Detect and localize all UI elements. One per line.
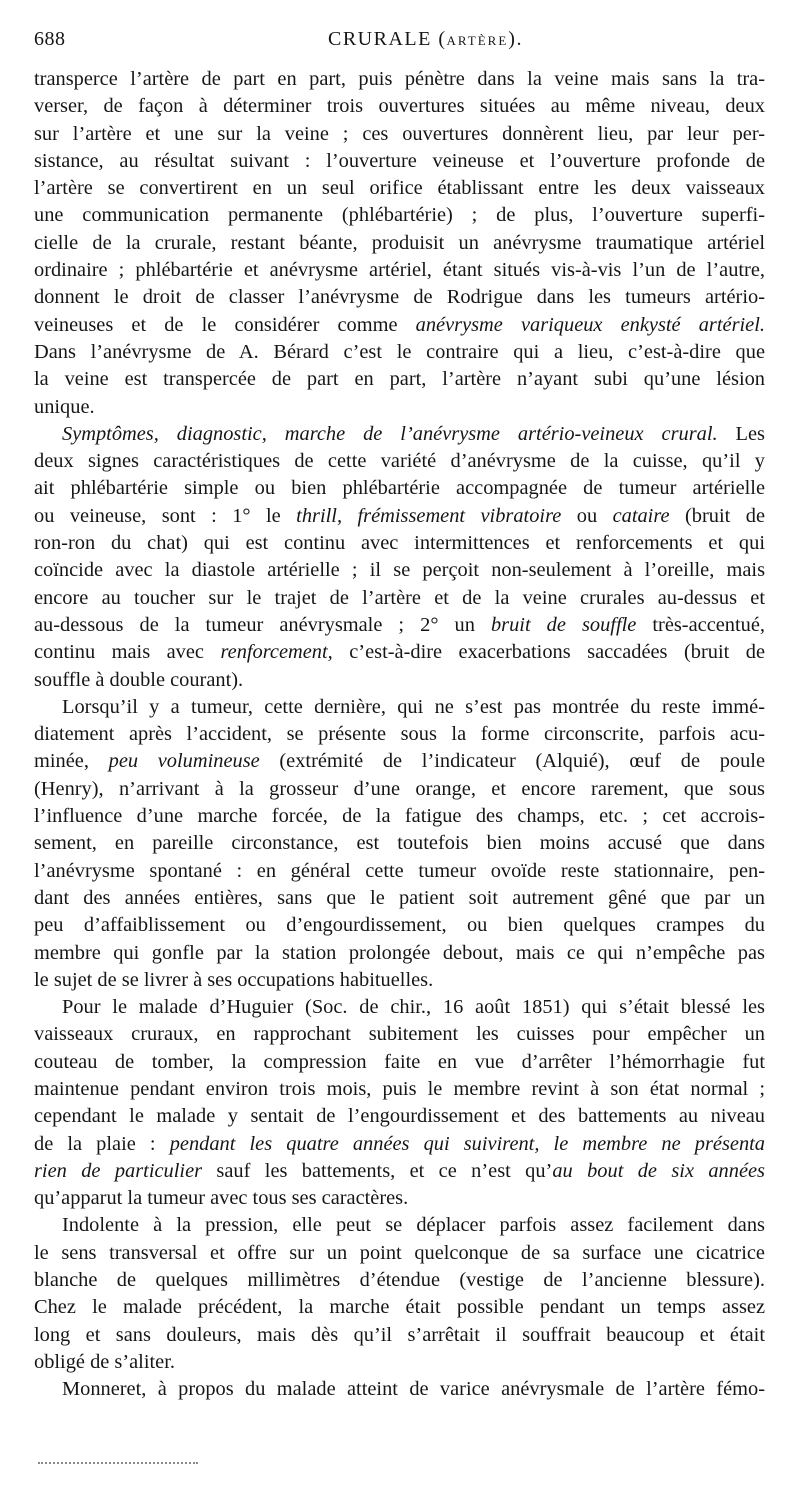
text-line <box>34 694 765 721</box>
text-line <box>34 394 765 421</box>
italic-run: pendant les quatre années qui suivirent, le membre ne présenta <box>169 1132 765 1155</box>
text-line <box>34 257 765 284</box>
text-run: ordinaire ; phlébartérie et anévrysme artériel, étant situés vis-à-vis l’un de l’autre, <box>34 259 765 282</box>
text-line <box>34 940 765 967</box>
text-run: le sens transversal et offre sur un point quelconque de sa surface une cicatrice <box>34 1241 765 1264</box>
text-line <box>34 639 765 666</box>
text-run: Monneret, à propos du malade atteint de varice anévrysmale de l’artère fémo- <box>62 1378 765 1401</box>
text-run: sauf les battements, et ce n’est qu’ <box>202 1159 553 1182</box>
text-run: ron-ron du chat) qui est continu avec intermittences et renforcements et qui <box>34 532 765 555</box>
text-run: long et sans douleurs, mais dès qu’il s’arrêtait il souffrait beaucoup et était <box>34 1323 765 1346</box>
text-line <box>34 1376 765 1403</box>
text-line <box>34 1076 765 1103</box>
italic-run: anévrysme variqueux enkysté artériel. <box>415 313 765 336</box>
text-line <box>34 994 765 1021</box>
text-line <box>34 93 765 120</box>
text-line <box>34 175 765 202</box>
italic-run: rien de particulier <box>34 1159 203 1182</box>
text-run: Les <box>717 422 765 445</box>
text-run: sistance, au résultat suivant : l’ouverture veineuse et l’ouverture profonde de <box>34 149 765 172</box>
text-line <box>34 1185 765 1212</box>
text-line <box>34 721 765 748</box>
text-line <box>34 1267 765 1294</box>
text-run: blanche de quelques millimètres d’étendue (vestige de l’ancienne blessure). <box>34 1269 765 1292</box>
italic-run: Symptômes, diagnostic, marche de l’anévrysme artério-veineux crural. <box>62 422 718 445</box>
text-line <box>34 448 765 475</box>
text-run: sement, en pareille circonstance, est toutefois bien moins accusé que dans <box>34 832 765 855</box>
text-run: souffle à double courant). <box>34 668 244 691</box>
text-run: l’anévrysme spontané : en général cette tumeur ovoïde reste stationnaire, pen- <box>34 859 765 882</box>
italic-run: peu volumineuse <box>108 750 260 773</box>
text-run: une communication permanente (phlébartérie) ; de plus, l’ouverture superfi- <box>34 204 765 227</box>
text-line <box>34 830 765 857</box>
text-line <box>34 1049 765 1076</box>
text-run: unique. <box>34 395 95 418</box>
text-line <box>34 1212 765 1239</box>
text-run: ait phlébartérie simple ou bien phlébartérie accompagnée de tumeur artérielle <box>34 477 765 500</box>
text-run: Lorsqu’il y a tumeur, cette dernière, qui ne s’est pas montrée du reste immé- <box>62 695 765 718</box>
footer-dotted-rule <box>38 1462 198 1464</box>
text-run: cependant le malade y sentait de l’engourdissement et des battements au niveau <box>34 1105 765 1128</box>
text-run: minée, <box>34 750 109 773</box>
text-line <box>34 202 765 229</box>
text-run: l’artère se convertirent en un seul orifice établissant entre les deux vaisseaux <box>34 177 765 200</box>
text-line <box>34 148 765 175</box>
text-run: très-accentué, <box>636 613 765 636</box>
text-run: Indolente à la pression, elle peut se déplacer parfois assez facilement dans <box>62 1214 765 1237</box>
text-run: Pour le malade d’Huguier (Soc. de chir., 16 août 1851) qui s’était blessé les <box>62 996 765 1019</box>
text-line <box>34 475 765 502</box>
text-line <box>34 503 765 530</box>
text-line <box>34 66 765 93</box>
text-line <box>34 803 765 830</box>
text-line <box>34 748 765 775</box>
text-run: ou veineuse, sont : 1° le <box>34 504 297 527</box>
text-run: transperce l’artère de part en part, puis pénètre dans la veine mais sans la tra- <box>34 68 765 90</box>
text-run: vaisseaux cruraux, en rapprochant subitement les cuisses pour empêcher un <box>34 1023 765 1046</box>
text-run: dant des années entières, sans que le patient soit autrement gêné que par un <box>34 886 765 909</box>
italic-run: cataire <box>612 504 670 527</box>
text-line <box>34 776 765 803</box>
text-line <box>34 230 765 257</box>
text-run: c’est-à-dire exacerbations saccadées (bruit de <box>332 641 765 664</box>
text-run: (extrémité de l’indicateur (Alquié), œuf de poule <box>259 750 765 773</box>
text-line <box>34 967 765 994</box>
text-run: la veine est transpercée de part en part, l’artère n’ayant subi qu’une lésion <box>34 368 765 391</box>
running-head-smallcaps: ARTÈRE <box>446 33 509 48</box>
text-line <box>34 1131 765 1158</box>
text-line <box>34 912 765 939</box>
text-line <box>34 121 765 148</box>
text-run: le sujet de se livrer à ses occupations habituelles. <box>34 968 434 991</box>
text-line <box>34 1240 765 1267</box>
text-line <box>34 1322 765 1349</box>
running-head-main: CRURALE ( <box>328 28 447 50</box>
text-run: continu mais avec <box>34 641 221 664</box>
text-run: (Henry), n’arrivant à la grosseur d’une orange, et encore rarement, que sous <box>34 777 765 800</box>
text-line <box>34 858 765 885</box>
text-run: diatement après l’accident, se présente sous la forme circonscrite, parfois acu- <box>34 723 765 746</box>
text-line <box>34 421 765 448</box>
running-head <box>328 28 523 51</box>
text-run: couteau de tomber, la compression faite en vue d’arrêter l’hémorrhagie fut <box>34 1050 765 1073</box>
running-head-close: ). <box>508 28 523 50</box>
text-line <box>34 585 765 612</box>
text-line <box>34 339 765 366</box>
text-line <box>34 530 765 557</box>
text-line <box>34 284 765 311</box>
text-run: Dans l’anévrysme de A. Bérard c’est le contraire qui a lieu, c’est-à-dire que <box>34 340 765 363</box>
text-run: verser, de façon à déterminer trois ouvertures situées au même niveau, deux <box>34 95 765 118</box>
text-run: qu’apparut la tumeur avec tous ses caractères. <box>34 1187 409 1210</box>
italic-run: thrill, frémissement vibratoire <box>296 504 562 527</box>
text-run: (bruit de <box>669 504 765 527</box>
text-line <box>34 667 765 694</box>
text-run: donnent le droit de classer l’anévrysme de Rodrigue dans les tumeurs artério- <box>34 286 765 309</box>
text-run: cielle de la crurale, restant béante, produisit un anévrysme traumatique artériel <box>34 231 765 254</box>
text-line <box>34 1294 765 1321</box>
text-run: veineuses et de le considérer comme <box>34 313 416 336</box>
text-run: encore au toucher sur le trajet de l’artère et de la veine crurales au-dessus et <box>34 586 765 609</box>
text-run: Chez le malade précédent, la marche était possible pendant un temps assez <box>34 1296 765 1319</box>
text-run: membre qui gonfle par la station prolongée debout, mais ce qui n’empêche pas <box>34 941 765 964</box>
text-run: sur l’artère et une sur la veine ; ces ouvertures donnèrent lieu, par leur per- <box>34 122 765 145</box>
text-line <box>34 1021 765 1048</box>
text-run: coïncide avec la diastole artérielle ; il se perçoit non-seulement à l’oreille, mais <box>34 559 765 582</box>
text-line <box>34 312 765 339</box>
page-number: 688 <box>34 28 66 50</box>
body-text <box>34 66 765 1404</box>
text-run: peu d’affaiblissement ou d’engourdissement, ou bien quelques crampes du <box>34 914 765 937</box>
text-run: deux signes caractéristiques de cette variété d’anévrysme de la cuisse, qu’il y <box>34 450 765 473</box>
text-run: au-dessous de la tumeur anévrysmale ; 2° un <box>34 613 491 636</box>
text-line <box>34 1349 765 1376</box>
text-line <box>34 612 765 639</box>
text-line <box>34 1158 765 1185</box>
text-run: maintenue pendant environ trois mois, puis le membre revint à son état normal ; <box>34 1077 765 1100</box>
text-run: l’influence d’une marche forcée, de la fatigue des champs, etc. ; cet accrois- <box>34 805 765 828</box>
text-line <box>34 557 765 584</box>
italic-run: renforcement, <box>220 641 333 664</box>
italic-run: bruit de souffle <box>490 613 637 636</box>
text-line <box>34 885 765 912</box>
text-run: de la plaie : <box>34 1132 170 1155</box>
text-line <box>34 366 765 393</box>
text-run: ou <box>561 504 613 527</box>
italic-run: au bout de six années <box>552 1159 765 1182</box>
text-run: obligé de s’aliter. <box>34 1350 175 1373</box>
text-line <box>34 1103 765 1130</box>
page-header <box>34 28 764 58</box>
